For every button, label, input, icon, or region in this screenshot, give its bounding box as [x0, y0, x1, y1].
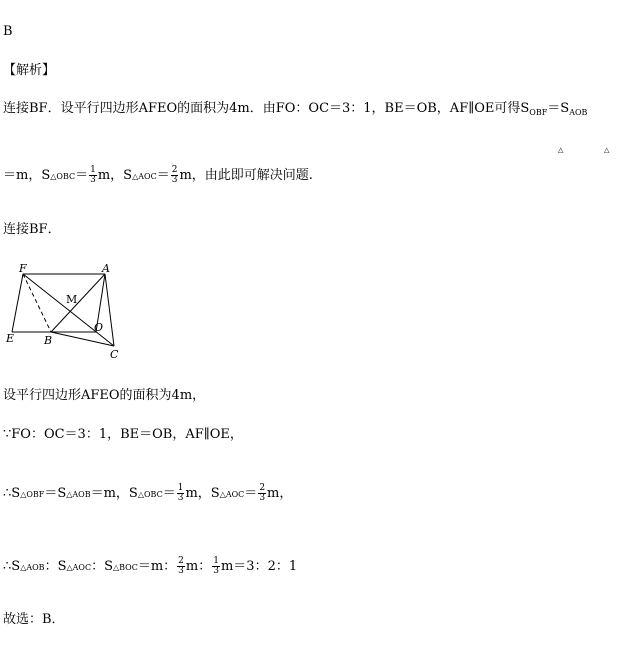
answer-text: B — [3, 24, 13, 39]
subscript: △AOB — [20, 563, 45, 572]
solution-text: m＝3：2：1 — [220, 559, 298, 574]
solution-line-4 — [3, 557, 297, 576]
analysis-text: ＝ — [156, 168, 170, 183]
solution-text: m： — [185, 559, 212, 574]
point-label-O: O — [94, 321, 104, 334]
analysis-line-1 — [3, 101, 587, 118]
point-label-C: C — [110, 348, 119, 361]
subscript: △AOB — [66, 490, 91, 499]
analysis-text: ＝ — [75, 168, 89, 183]
solution-text: ：S — [91, 559, 113, 574]
subscript: △AOC — [66, 563, 92, 572]
segment-FC — [23, 274, 114, 346]
subscript: △AOC — [132, 172, 157, 181]
point-label-M: M — [66, 293, 78, 306]
fraction: $\frac{1}{3}$ — [90, 165, 96, 185]
solution-text: ＝ — [244, 486, 258, 501]
solution-text: ＝S — [44, 486, 67, 501]
analysis-text: ＝S — [547, 101, 570, 116]
solution-text: ＝ — [162, 486, 176, 501]
geometry-figure — [4, 258, 124, 368]
analysis-text: 连接BF．设平行四边形AFEO的面积为4m．由FO：OC＝3：1，BE＝OB，AF∥OE可得S — [3, 101, 530, 116]
solution-text: ：S — [44, 559, 67, 574]
point-label-F: F — [19, 262, 27, 275]
analysis-line-2 — [3, 166, 313, 185]
segment-FE — [12, 274, 23, 332]
step-connect: 连接BF． — [3, 222, 61, 237]
solution-line-3 — [3, 484, 292, 503]
fraction: $\frac{2}{3}$ — [259, 483, 266, 503]
fraction: $\frac{1}{3}$ — [213, 556, 219, 576]
subscript: △BOC — [112, 563, 138, 572]
solution-text: ∴S — [3, 486, 21, 501]
conclusion: 故选：B． — [3, 612, 65, 627]
analysis-text: ＝m，S — [3, 168, 51, 183]
solution-text: ＝m，S — [90, 486, 138, 501]
subscript: △AOC — [219, 490, 245, 499]
subscript: △OBC — [137, 490, 163, 499]
solution-text: ＝m： — [137, 559, 177, 574]
solution-text: ∴S — [3, 559, 21, 574]
point-label-A: A — [102, 262, 110, 275]
solution-line-2: ∵FO：OC＝3：1，BE＝OB，AF∥OE， — [3, 427, 243, 442]
solution-text: m， — [267, 486, 293, 501]
triangle-mark: △ — [604, 146, 610, 154]
subscript: △OBC — [50, 172, 76, 181]
fraction: $\frac{1}{3}$ — [177, 483, 184, 503]
segment-AC — [105, 274, 114, 346]
solution-line-1: 设平行四边形AFEO的面积为4m， — [3, 388, 206, 403]
analysis-text: m，S — [97, 168, 133, 183]
solution-text: m，S — [185, 486, 220, 501]
triangle-mark: △ — [558, 146, 564, 154]
point-label-E: E — [6, 332, 15, 345]
fraction: $\frac{2}{3}$ — [171, 165, 178, 185]
point-label-B: B — [44, 334, 53, 347]
segment-FB-dashed — [23, 274, 51, 332]
subscript: AOB — [569, 108, 588, 117]
subscript: △OBF — [20, 490, 45, 499]
analysis-heading: 【解析】 — [3, 63, 56, 78]
analysis-text: m，由此即可解决问题. — [179, 168, 313, 183]
subscript: OBF — [529, 108, 548, 117]
fraction: $\frac{2}{3}$ — [178, 556, 184, 576]
